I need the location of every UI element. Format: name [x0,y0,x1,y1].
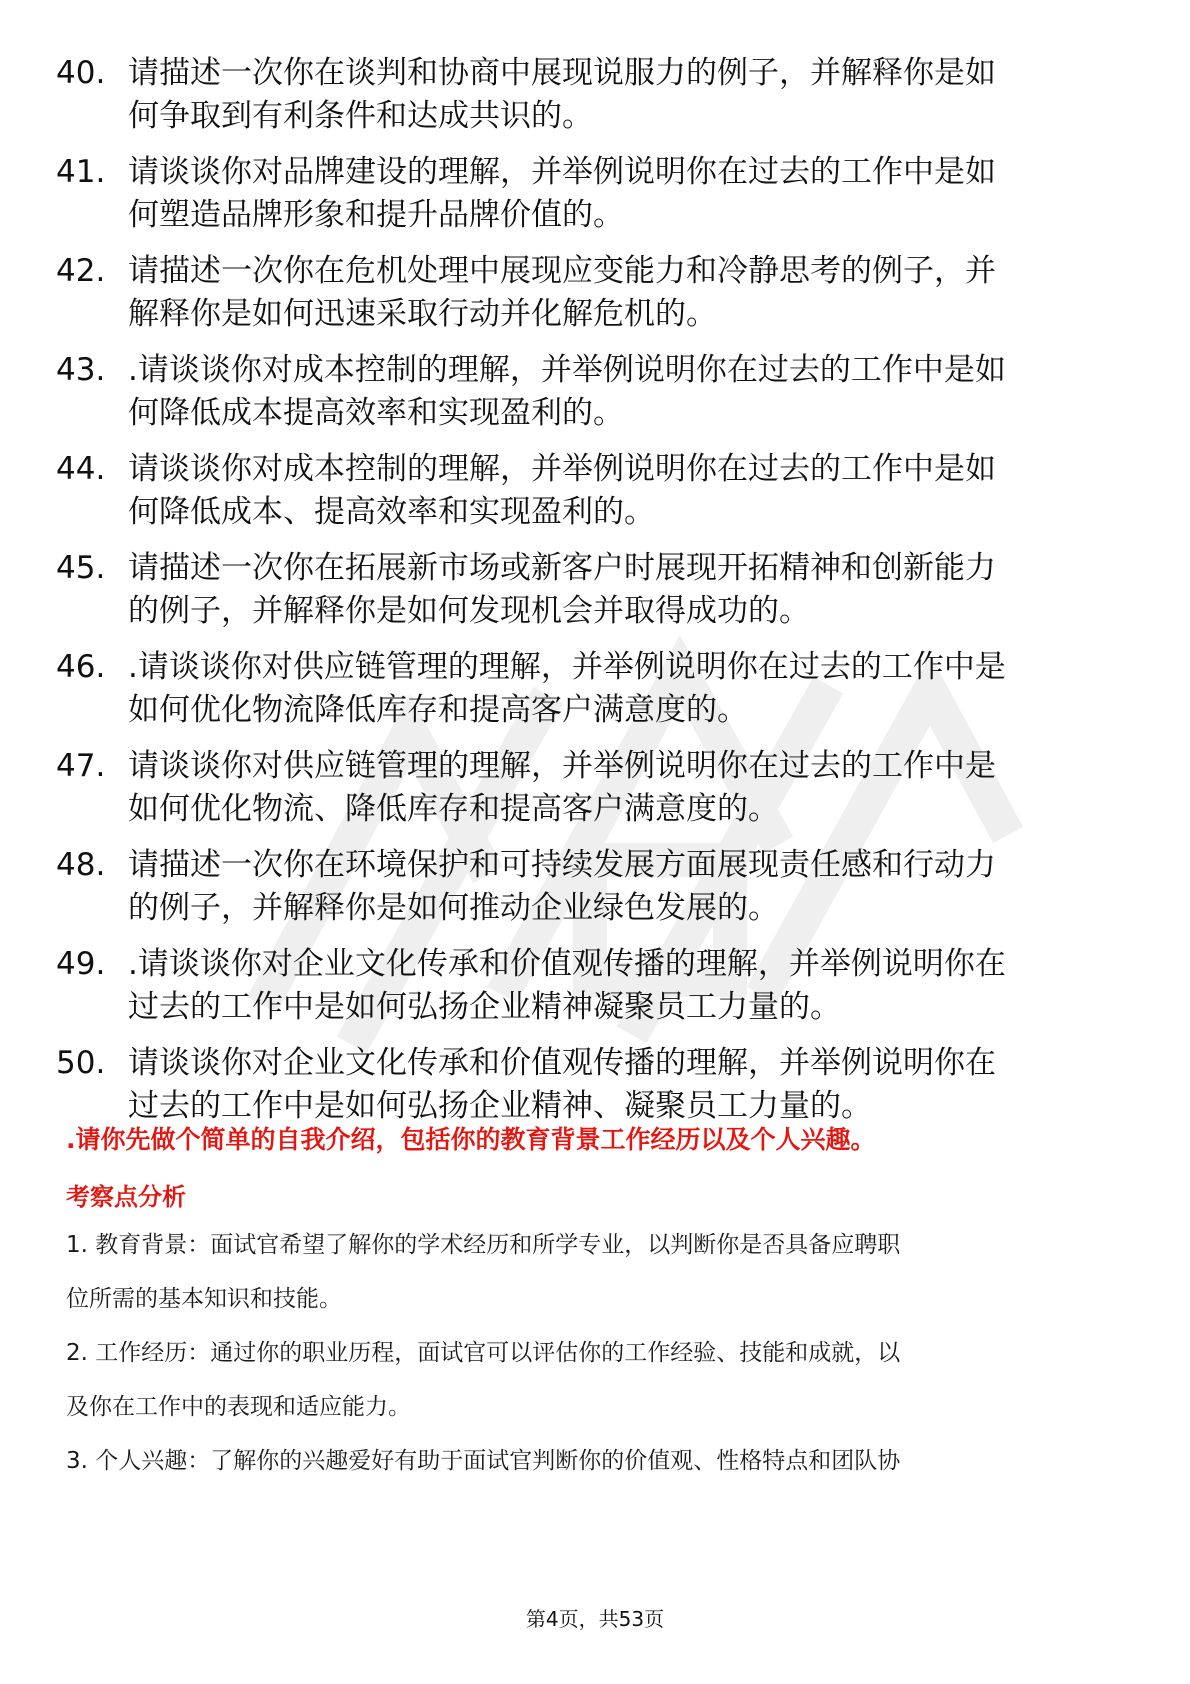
question-number: 45. [56,550,106,586]
question-text-line: 过去的工作中是如何弘扬企业精神凝聚员工力量的。 [128,989,841,1025]
question-text-line: 何塑造品牌形象和提升品牌价值的。 [128,197,624,233]
question-number: 49. [56,946,106,982]
question-number: 42. [56,253,106,289]
question-number: 40. [56,55,106,91]
analysis-text-line: 1. 教育背景：面试官希望了解你的学术经历和所学专业，以判断你是否具备应聘职 [66,1232,901,1258]
question-text-line: 何降低成本提高效率和实现盈利的。 [128,395,624,431]
question-text-line: 请谈谈你对成本控制的理解，并举例说明你在过去的工作中是如 [128,451,996,487]
question-text-line: 请描述一次你在拓展新市场或新客户时展现开拓精神和创新能力 [128,550,996,586]
question-list [56,52,1136,1141]
question-text-line: 请描述一次你在谈判和协商中展现说服力的例子，并解释你是如 [128,55,996,91]
question-number: 50. [56,1045,106,1081]
question-text-line: 如何优化物流降低库存和提高客户满意度的。 [128,692,748,728]
question-text-line: 请谈谈你对品牌建设的理解，并举例说明你在过去的工作中是如 [128,154,996,190]
question-text-line: .请谈谈你对供应链管理的理解，并举例说明你在过去的工作中是 [128,649,1006,685]
question-text-line: 如何优化物流、降低库存和提高客户满意度的。 [128,791,779,827]
question-item [56,745,1136,831]
analysis-text-line: 及你在工作中的表现和适应能力。 [66,1394,411,1420]
page-number: 第4页，共53页 [525,1607,665,1631]
question-text-line: 解释你是如何迅速采取行动并化解危机的。 [128,296,717,332]
analysis-text-line: 3. 个人兴趣：了解你的兴趣爱好有助于面试官判断你的价值观、性格特点和团队协 [66,1448,901,1474]
question-number: 47. [56,748,106,784]
question-text-line: 请描述一次你在危机处理中展现应变能力和冷静思考的例子，并 [128,253,996,289]
analysis-points [66,1218,1136,1488]
question-text-line: .请谈谈你对成本控制的理解，并举例说明你在过去的工作中是如 [128,352,1006,388]
question-text-line: 过去的工作中是如何弘扬企业精神、凝聚员工力量的。 [128,1088,872,1124]
question-item [56,349,1136,435]
question-text-line: 请描述一次你在环境保护和可持续发展方面展现责任感和行动力 [128,847,996,883]
question-text-line: 的例子，并解释你是如何推动企业绿色发展的。 [128,890,779,926]
question-number: 44. [56,451,106,487]
question-text-line: 请谈谈你对企业文化传承和价值观传播的理解，并举例说明你在 [128,1045,996,1081]
analysis-point [66,1218,1136,1326]
analysis-point [66,1434,1136,1488]
analysis-text-line: 2. 工作经历：通过你的职业历程，面试官可以评估你的工作经验、技能和成就，以 [66,1340,901,1366]
question-item [56,250,1136,336]
question-number: 48. [56,847,106,883]
section-subheading: 考察点分析 [66,1183,186,1211]
question-item [56,151,1136,237]
question-text-line: 何降低成本、提高效率和实现盈利的。 [128,494,655,530]
analysis-point [66,1326,1136,1434]
question-item [56,844,1136,930]
question-number: 41. [56,154,106,190]
question-text-line: 请谈谈你对供应链管理的理解，并举例说明你在过去的工作中是 [128,748,996,784]
question-number: 43. [56,352,106,388]
question-text-line: .请谈谈你对企业文化传承和价值观传播的理解，并举例说明你在 [128,946,1006,982]
question-item [56,448,1136,534]
question-item [56,547,1136,633]
question-number: 46. [56,649,106,685]
section-heading: .请你先做个简单的自我介绍，包括你的教育背景工作经历以及个人兴趣。 [66,1125,876,1154]
question-item [56,1042,1136,1128]
question-item [56,646,1136,732]
question-item [56,943,1136,1029]
question-text-line: 的例子，并解释你是如何发现机会并取得成功的。 [128,593,810,629]
question-item [56,52,1136,138]
analysis-text-line: 位所需的基本知识和技能。 [66,1286,342,1312]
question-text-line: 何争取到有利条件和达成共识的。 [128,98,593,134]
